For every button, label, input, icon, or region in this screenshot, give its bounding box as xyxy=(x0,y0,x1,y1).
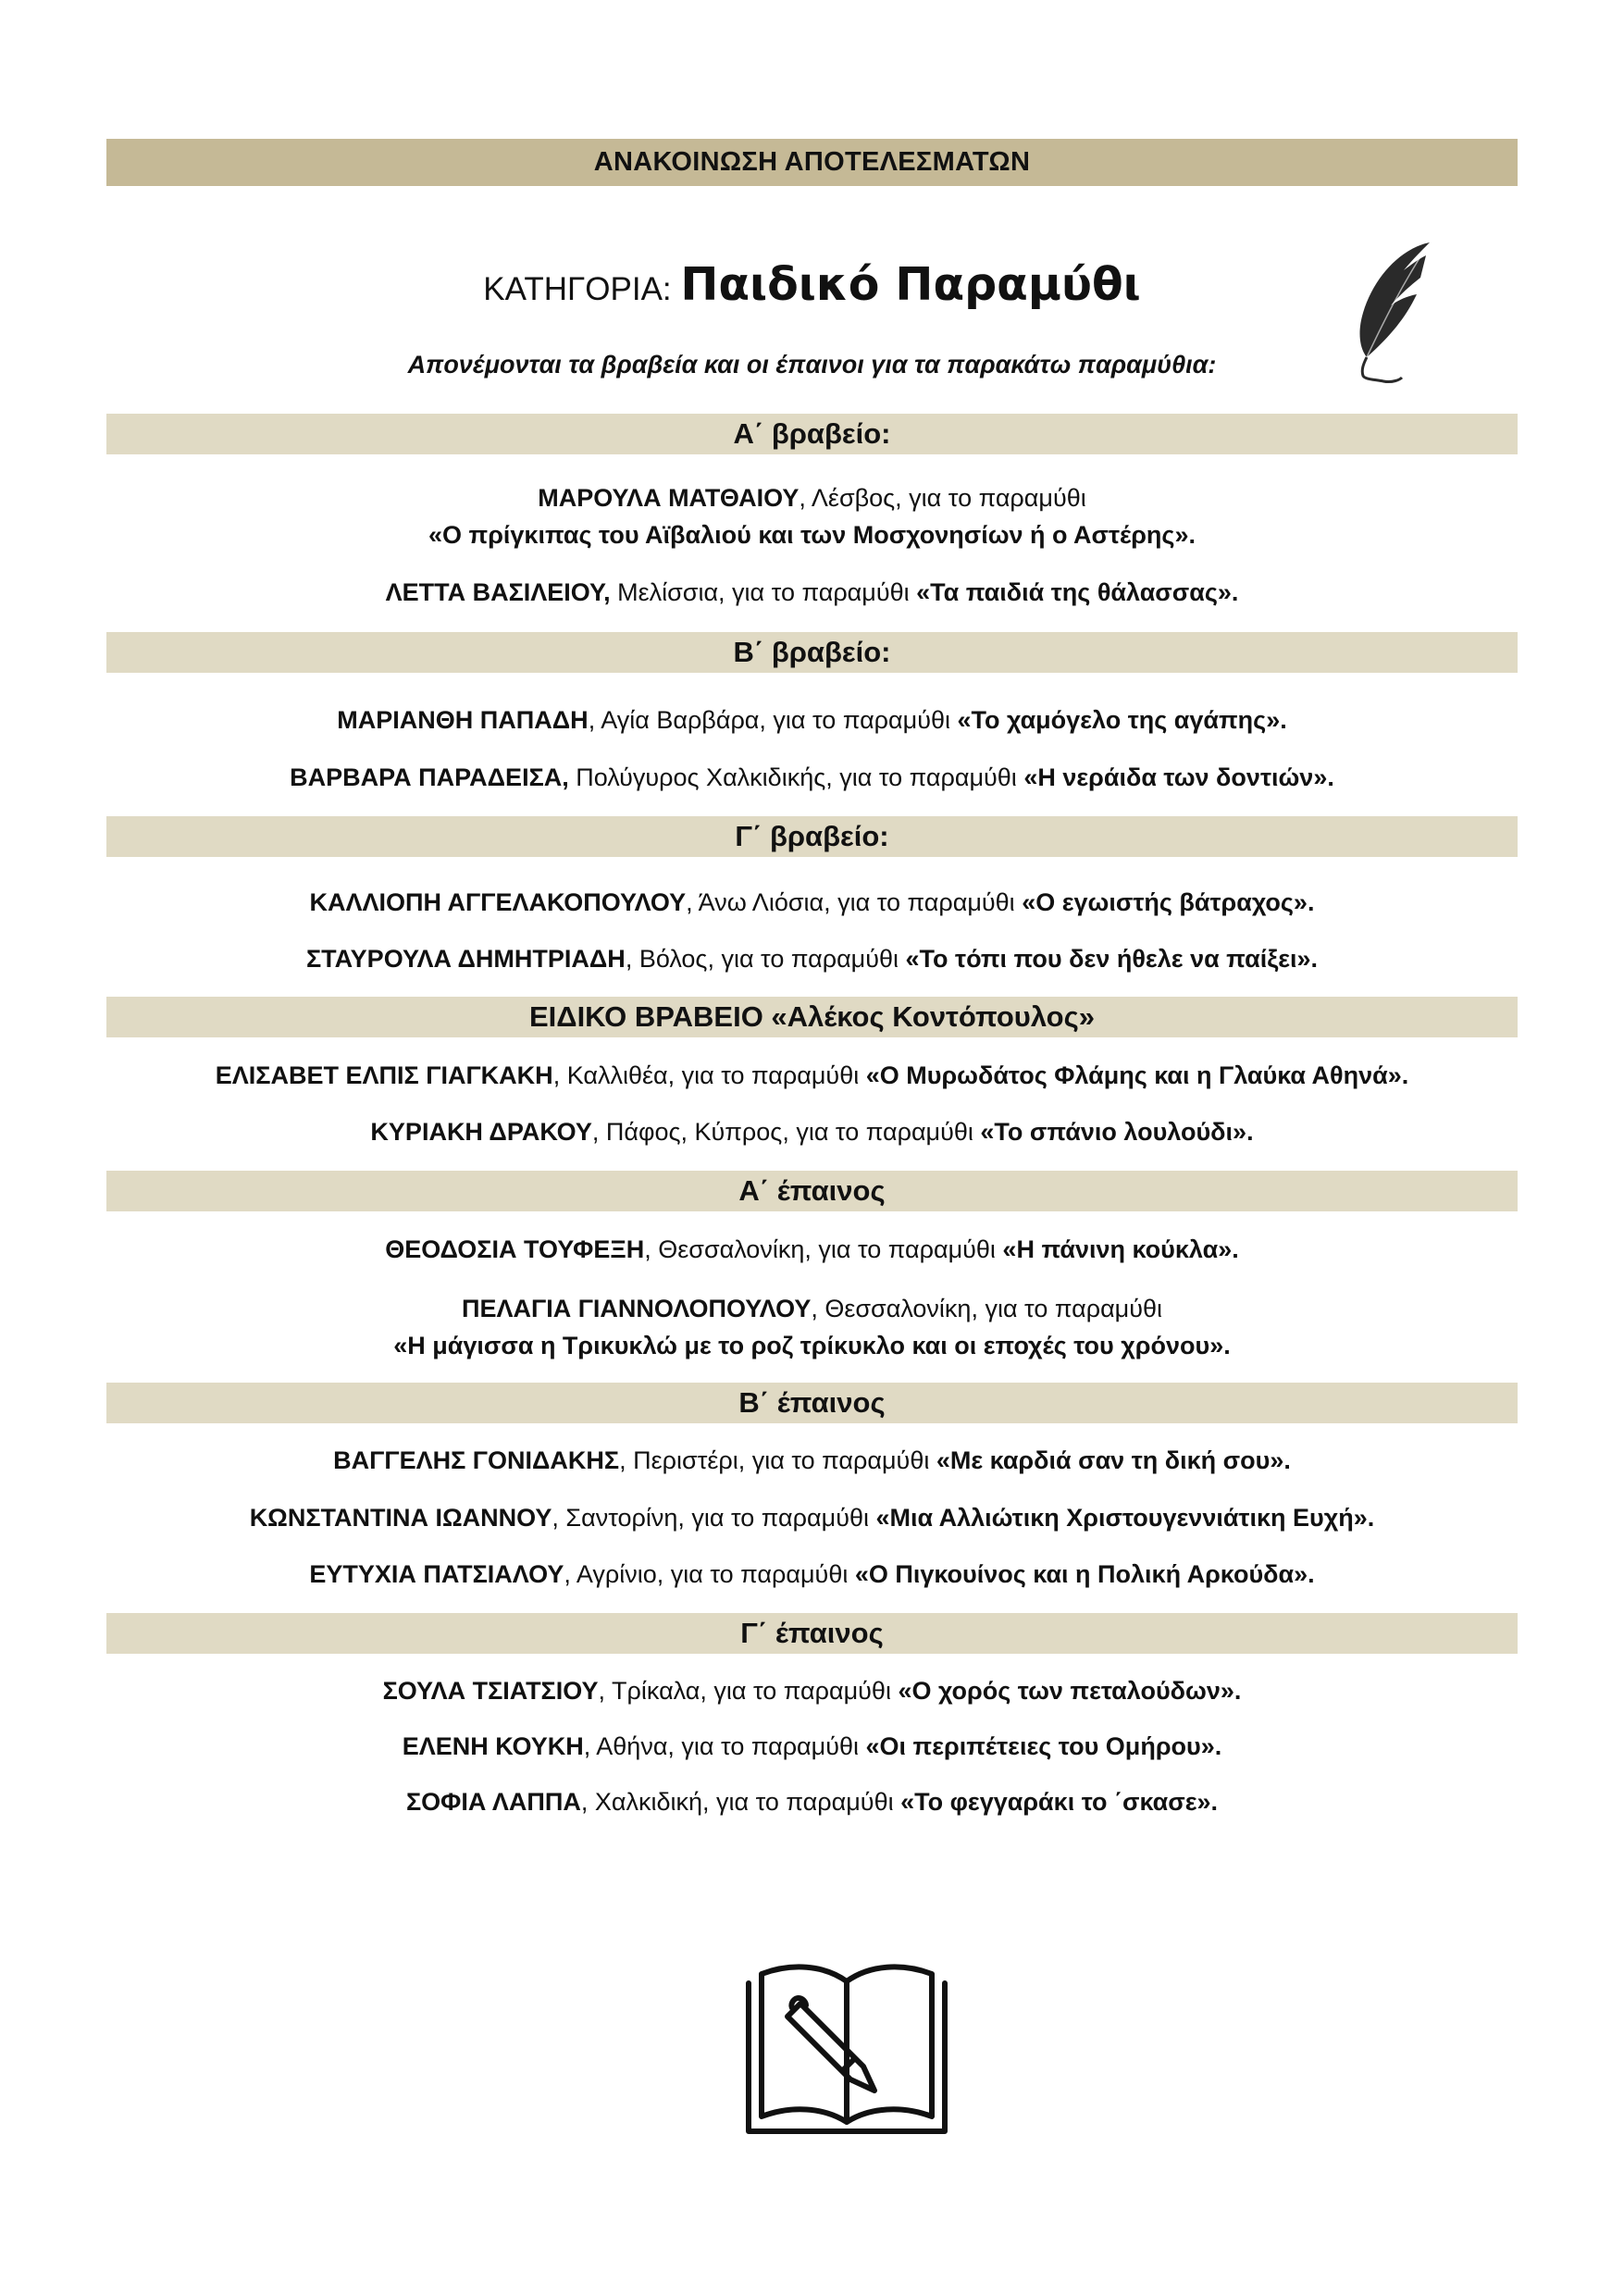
author-detail: , Σαντορίνη, για το παραμύθι xyxy=(552,1504,876,1532)
author-detail: Πολύγυρος Χαλκιδικής, για το παραμύθι xyxy=(568,763,1024,791)
work-title: «Τα παιδιά της θάλασσας». xyxy=(916,578,1239,606)
author-detail: , Πάφος, Κύπρος, για το παραμύθι xyxy=(591,1118,981,1146)
award-entry xyxy=(0,1728,1624,1765)
author-name: ΚΑΛΛΙΟΠΗ ΑΓΓΕΛΑΚΟΠΟΥΛΟΥ xyxy=(309,888,687,916)
author-name: ΕΛΙΣΑΒΕΤ ΕΛΠΙΣ ΓΙΑΓΚΑΚΗ xyxy=(215,1061,553,1089)
section-band-second-prize: Β΄ βραβείο: xyxy=(106,632,1518,673)
work-title: «Το φεγγαράκι το ΄σκασε». xyxy=(900,1788,1219,1816)
award-entry xyxy=(0,1556,1624,1593)
work-title: «Ο πρίγκιπας του Αϊβαλιού και των Μοσχονησίων ή ο Αστέρης». xyxy=(428,521,1196,549)
work-title: «Ο Πιγκουίνος και η Πολική Αρκούδα». xyxy=(854,1560,1315,1588)
author-name: ΘΕΟΔΟΣΙΑ ΤΟΥΦΕΞΗ xyxy=(385,1235,645,1263)
author-name: ΚΩΝΣΤΑΝΤΙΝΑ ΙΩΑΝΝΟΥ xyxy=(249,1504,552,1532)
author-detail: , Αγρίνιο, για το παραμύθι xyxy=(564,1560,855,1588)
work-title: «Μια Αλλιώτικη Χριστουγεννιάτικη Ευχή». xyxy=(875,1504,1375,1532)
author-detail: , Θεσσαλονίκη, για το παραμύθι xyxy=(644,1235,1003,1263)
author-detail: , Άνω Λιόσια, για το παραμύθι xyxy=(686,888,1023,916)
work-title: «Η νεράιδα των δοντιών». xyxy=(1023,763,1334,791)
author-name: ΣΟΦΙΑ ΛΑΠΠΑ xyxy=(405,1788,581,1816)
author-name: ΠΕΛΑΓΙΑ ΓΙΑΝΝΟΛΟΠΟΥΛΟΥ xyxy=(461,1295,812,1322)
award-entry xyxy=(0,1113,1624,1150)
open-book-pencil-icon xyxy=(745,1955,948,2141)
award-entry xyxy=(0,1499,1624,1536)
author-name: ΜΑΡΙΑΝΘΗ ΠΑΠΑΔΗ xyxy=(337,706,589,734)
category-prefix: ΚΑΤΗΓΟΡΙΑ: xyxy=(483,271,681,307)
award-entry xyxy=(0,1442,1624,1479)
award-entry xyxy=(0,701,1624,738)
section-band-third-commendation: Γ΄ έπαινος xyxy=(106,1613,1518,1654)
award-entry xyxy=(0,1672,1624,1709)
award-entry xyxy=(0,1231,1624,1268)
award-entry xyxy=(0,479,1624,553)
category-name: Παιδικό Παραμύθι xyxy=(680,258,1141,311)
intro-text: Απονέμονται τα βραβεία και οι έπαινοι για τα παρακάτω παραμύθια: xyxy=(407,351,1217,379)
author-detail: , Αγία Βαρβάρα, για το παραμύθι xyxy=(588,706,958,734)
section-band-first-prize: Α΄ βραβείο: xyxy=(106,414,1518,454)
section-band-special-award: ΕΙΔΙΚΟ ΒΡΑΒΕΙΟ «Αλέκος Κοντόπουλος» xyxy=(106,997,1518,1037)
work-title: «Ο εγωιστής βάτραχος». xyxy=(1022,888,1315,916)
award-entry xyxy=(0,574,1624,611)
author-detail: , Βόλος, για το παραμύθι xyxy=(625,945,906,973)
author-name: ΕΥΤΥΧΙΑ ΠΑΤΣΙΑΛΟΥ xyxy=(309,1560,564,1588)
work-title: «Ο χορός των πεταλούδων». xyxy=(898,1677,1242,1705)
work-title: «Με καρδιά σαν τη δική σου». xyxy=(936,1446,1291,1474)
author-name: ΜΑΡΟΥΛΑ ΜΑΤΘΑΙΟΥ xyxy=(538,484,800,512)
work-title: «Η μάγισσα η Τρικυκλώ με το ροζ τρίκυκλο και οι εποχές του χρόνου». xyxy=(393,1332,1231,1359)
award-entry xyxy=(0,940,1624,977)
author-detail: , Λέσβος, για το παραμύθι xyxy=(799,484,1086,512)
author-name: ΣΤΑΥΡΟΥΛΑ ΔΗΜΗΤΡΙΑΔΗ xyxy=(305,945,626,973)
section-band-first-commendation: Α΄ έπαινος xyxy=(106,1171,1518,1211)
author-name: ΕΛΕΝΗ ΚΟΥΚΗ xyxy=(402,1732,584,1760)
section-band-third-prize: Γ΄ βραβείο: xyxy=(106,816,1518,857)
award-entry xyxy=(0,1783,1624,1820)
work-title: «Το τόπι που δεν ήθελε να παίξει». xyxy=(905,945,1319,973)
work-title: «Η πάνινη κούκλα». xyxy=(1002,1235,1239,1263)
author-name: ΒΑΡΒΑΡΑ ΠΑΡΑΔΕΙΣΑ, xyxy=(290,763,569,791)
award-entry xyxy=(0,884,1624,921)
work-title: «Το χαμόγελο της αγάπης». xyxy=(957,706,1287,734)
award-entry xyxy=(0,1290,1624,1364)
award-entry xyxy=(0,759,1624,796)
author-name: ΚΥΡΙΑΚΗ ΔΡΑΚΟΥ xyxy=(370,1118,592,1146)
work-title: «Το σπάνιο λουλούδι». xyxy=(980,1118,1254,1146)
author-detail: , Αθήνα, για το παραμύθι xyxy=(583,1732,866,1760)
author-name: ΛΕΤΤΑ ΒΑΣΙΛΕΙΟΥ, xyxy=(385,578,611,606)
announcement-header: ΑΝΑΚΟΙΝΩΣΗ ΑΠΟΤΕΛΕΣΜΑΤΩΝ xyxy=(106,139,1518,186)
author-detail: , Θεσσαλονίκη, για το παραμύθι xyxy=(811,1295,1163,1322)
author-detail: , Καλλιθέα, για το παραμύθι xyxy=(552,1061,866,1089)
author-name: ΣΟΥΛΑ ΤΣΙΑΤΣΙΟΥ xyxy=(382,1677,599,1705)
work-title: «Οι περιπέτειες του Ομήρου». xyxy=(865,1732,1222,1760)
award-entry xyxy=(0,1057,1624,1094)
section-band-second-commendation: Β΄ έπαινος xyxy=(106,1383,1518,1423)
author-detail: , Τρίκαλα, για το παραμύθι xyxy=(598,1677,899,1705)
author-name: ΒΑΓΓΕΛΗΣ ΓΟΝΙΔΑΚΗΣ xyxy=(333,1446,620,1474)
work-title: «Ο Μυρωδάτος Φλάμης και η Γλαύκα Αθηνά». xyxy=(865,1061,1409,1089)
author-detail: , Περιστέρι, για το παραμύθι xyxy=(619,1446,936,1474)
author-detail: Μελίσσια, για το παραμύθι xyxy=(610,578,917,606)
author-detail: , Χαλκιδική, για το παραμύθι xyxy=(580,1788,901,1816)
